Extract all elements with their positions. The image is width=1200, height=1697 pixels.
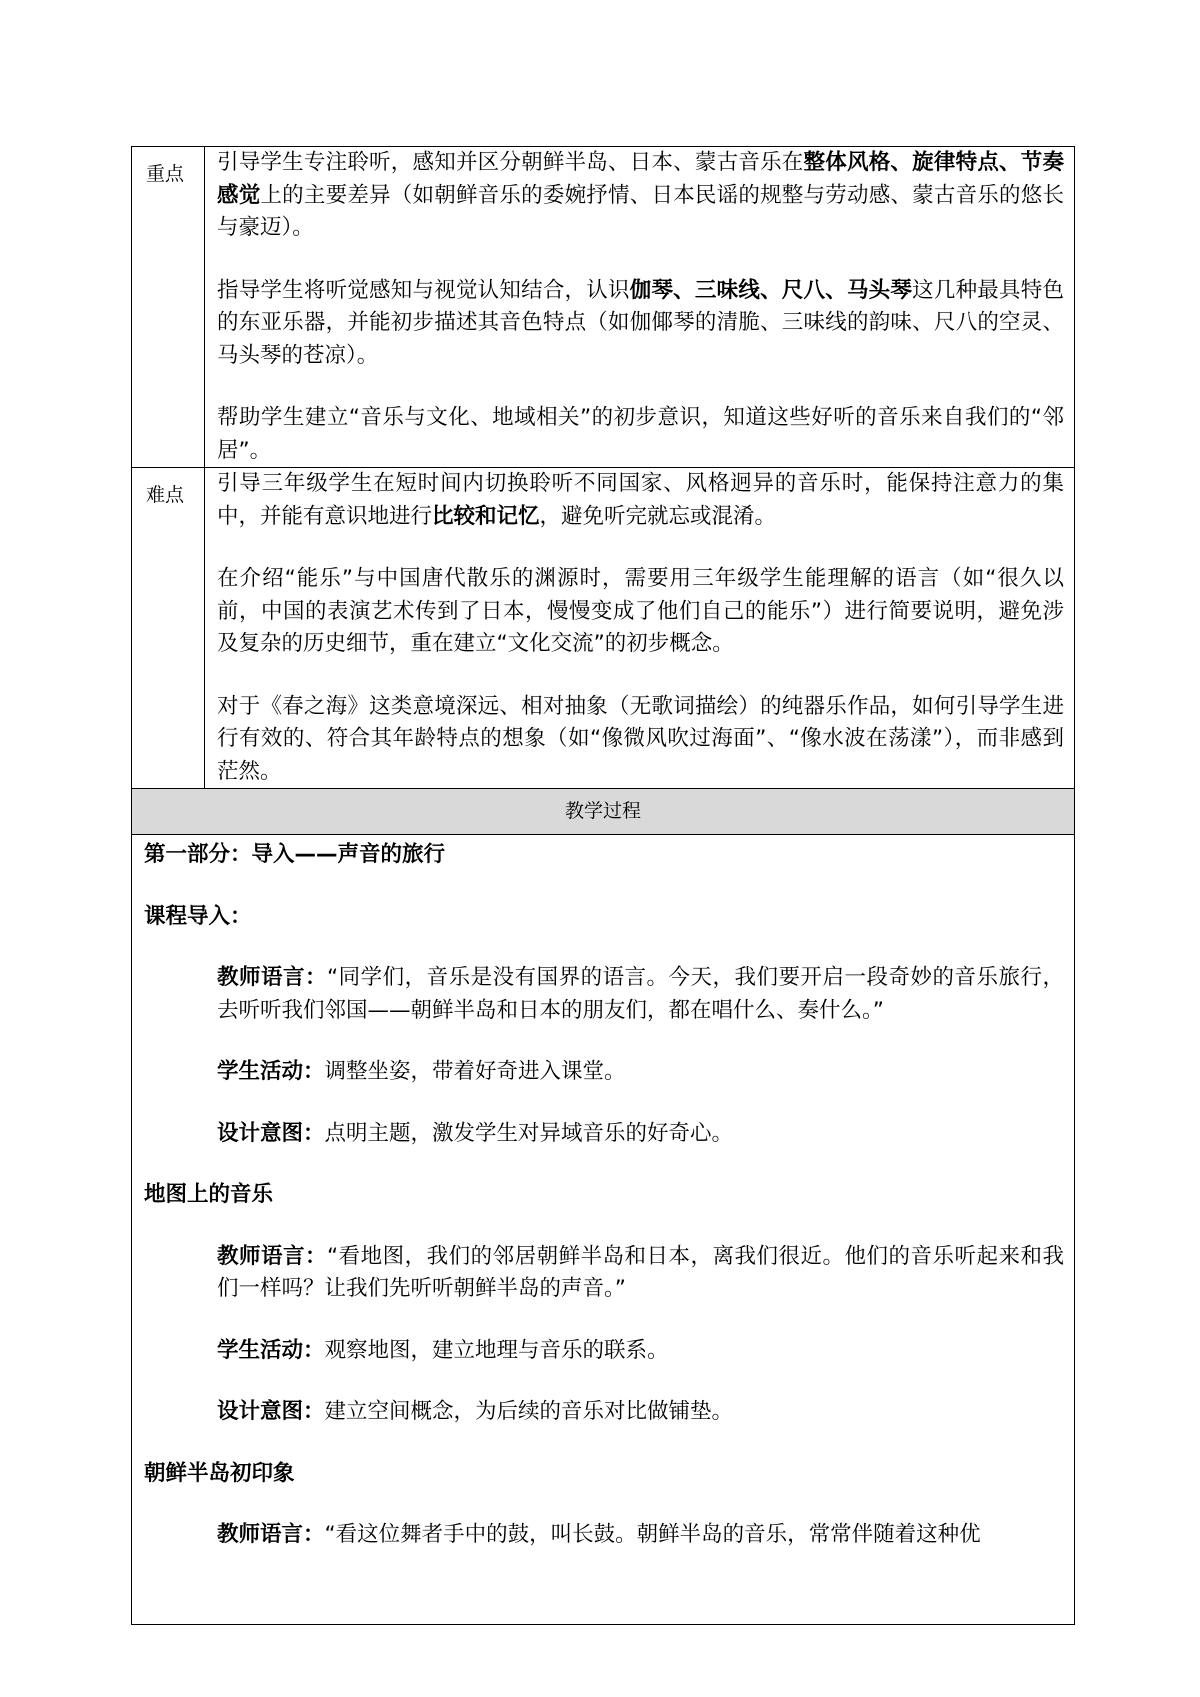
item-text: 建立空间概念，为后续的音乐对比做铺垫。	[324, 1399, 734, 1424]
key-points-row	[132, 147, 1075, 468]
paragraph-text: 指导学生将听觉感知与视觉认知结合，认识	[217, 277, 630, 303]
content-paragraph	[217, 402, 1064, 467]
emphasis-text: 伽琴、三味线、尺八、马头琴	[629, 277, 913, 303]
paragraph-text: 对于《春之海》这类意境深远、相对抽象（无歌词描绘）的纯器乐作品，如何引导学生进行有效的、符合其年龄特点的想象（如“像微风吹过海面”、“像水波在荡漾”），而非感到茫然。	[217, 693, 1064, 784]
item-key: 设计意图：	[217, 1399, 325, 1424]
row-label: 重点	[132, 147, 205, 468]
process-item	[144, 1519, 1064, 1552]
row-content	[205, 147, 1075, 468]
item-text: 观察地图，建立地理与音乐的联系。	[324, 1337, 669, 1363]
process-item	[144, 1335, 1064, 1368]
process-item	[144, 1396, 1064, 1429]
item-key: 教师语言：	[217, 965, 327, 990]
paragraph-text: 帮助学生建立“音乐与文化、地域相关”的初步意识，知道这些好听的音乐来自我们的“邻居”。	[217, 405, 1064, 463]
content-paragraph	[217, 691, 1064, 789]
paragraph-text: 引导学生专注聆听，感知并区分朝鲜半岛、日本、蒙古音乐在	[217, 150, 804, 175]
paragraph-text: 上的主要差异（如朝鲜音乐的委婉抒情、日本民谣的规整与劳动感、蒙古音乐的悠长与豪迈）。	[217, 182, 1064, 240]
emphasis-text: 比较和记忆	[432, 503, 540, 529]
teaching-process-body	[132, 835, 1074, 1624]
content-paragraph	[217, 275, 1064, 373]
section-title: 课程导入：	[144, 903, 252, 929]
section-title: 朝鲜半岛初印象	[144, 1460, 295, 1486]
item-text: 点明主题，激发学生对异域音乐的好奇心。	[324, 1120, 734, 1146]
process-item	[144, 962, 1064, 1027]
emphasis-text: 整体风格、旋律特点、节奏感觉	[217, 150, 1064, 208]
content-paragraph	[217, 147, 1064, 245]
paragraph-text: ，避免听完就忘或混淆。	[539, 503, 777, 529]
item-key: 学生活动：	[217, 1337, 325, 1363]
part-title: 第一部分：导入——声音的旅行	[144, 842, 446, 867]
process-item	[144, 1056, 1064, 1089]
item-key: 教师语言：	[217, 1522, 325, 1547]
item-key: 教师语言：	[217, 1243, 327, 1269]
focus-difficulty-table	[131, 146, 1075, 789]
process-item	[144, 1241, 1064, 1306]
item-text: “看地图，我们的邻居朝鲜半岛和日本，离我们很近。他们的音乐听起来和我们一样吗？让我们先听听朝鲜半岛的声音。”	[217, 1243, 1064, 1301]
paragraph-text: 在介绍“能乐”与中国唐代散乐的渊源时，需要用三年级学生能理解的语言（如“很久以前，中国的表演艺术传到了日本，慢慢变成了他们自己的能乐”）进行简要说明，避免涉及复杂的历史细节，重在建立“文化交流”的初步概念。	[217, 566, 1064, 656]
difficulties-row	[132, 468, 1075, 789]
teaching-process-table	[131, 789, 1075, 1625]
paragraph-text: 这几种最具特色的东亚乐器，并能初步描述其音色特点（如伽倻琴的清脆、三味线的韵味、尺八的空灵、马头琴的苍凉）。	[217, 277, 1064, 368]
item-text: “看这位舞者手中的鼓，叫长鼓。朝鲜半岛的音乐，常常伴随着这种优	[324, 1522, 981, 1547]
lesson-plan-document	[131, 146, 1075, 1625]
process-item	[144, 1118, 1064, 1151]
item-key: 学生活动：	[217, 1059, 325, 1084]
content-paragraph	[217, 563, 1064, 661]
section-title: 地图上的音乐	[144, 1182, 274, 1207]
row-label: 难点	[132, 468, 205, 789]
item-text: “同学们，音乐是没有国界的语言。今天，我们要开启一段奇妙的音乐旅行，去听听我们邻国——朝鲜半岛和日本的朋友们，都在唱什么、奏什么。”	[217, 965, 1064, 1023]
item-key: 设计意图：	[217, 1120, 325, 1146]
paragraph-text: 引导三年级学生在短时间内切换聆听不同国家、风格迥异的音乐时，能保持注意力的集中，并能有意识地进行	[217, 471, 1064, 529]
teaching-process-header: 教学过程	[132, 789, 1074, 835]
row-content	[205, 468, 1075, 789]
item-text: 调整坐姿，带着好奇进入课堂。	[324, 1059, 626, 1084]
content-paragraph	[217, 468, 1064, 533]
